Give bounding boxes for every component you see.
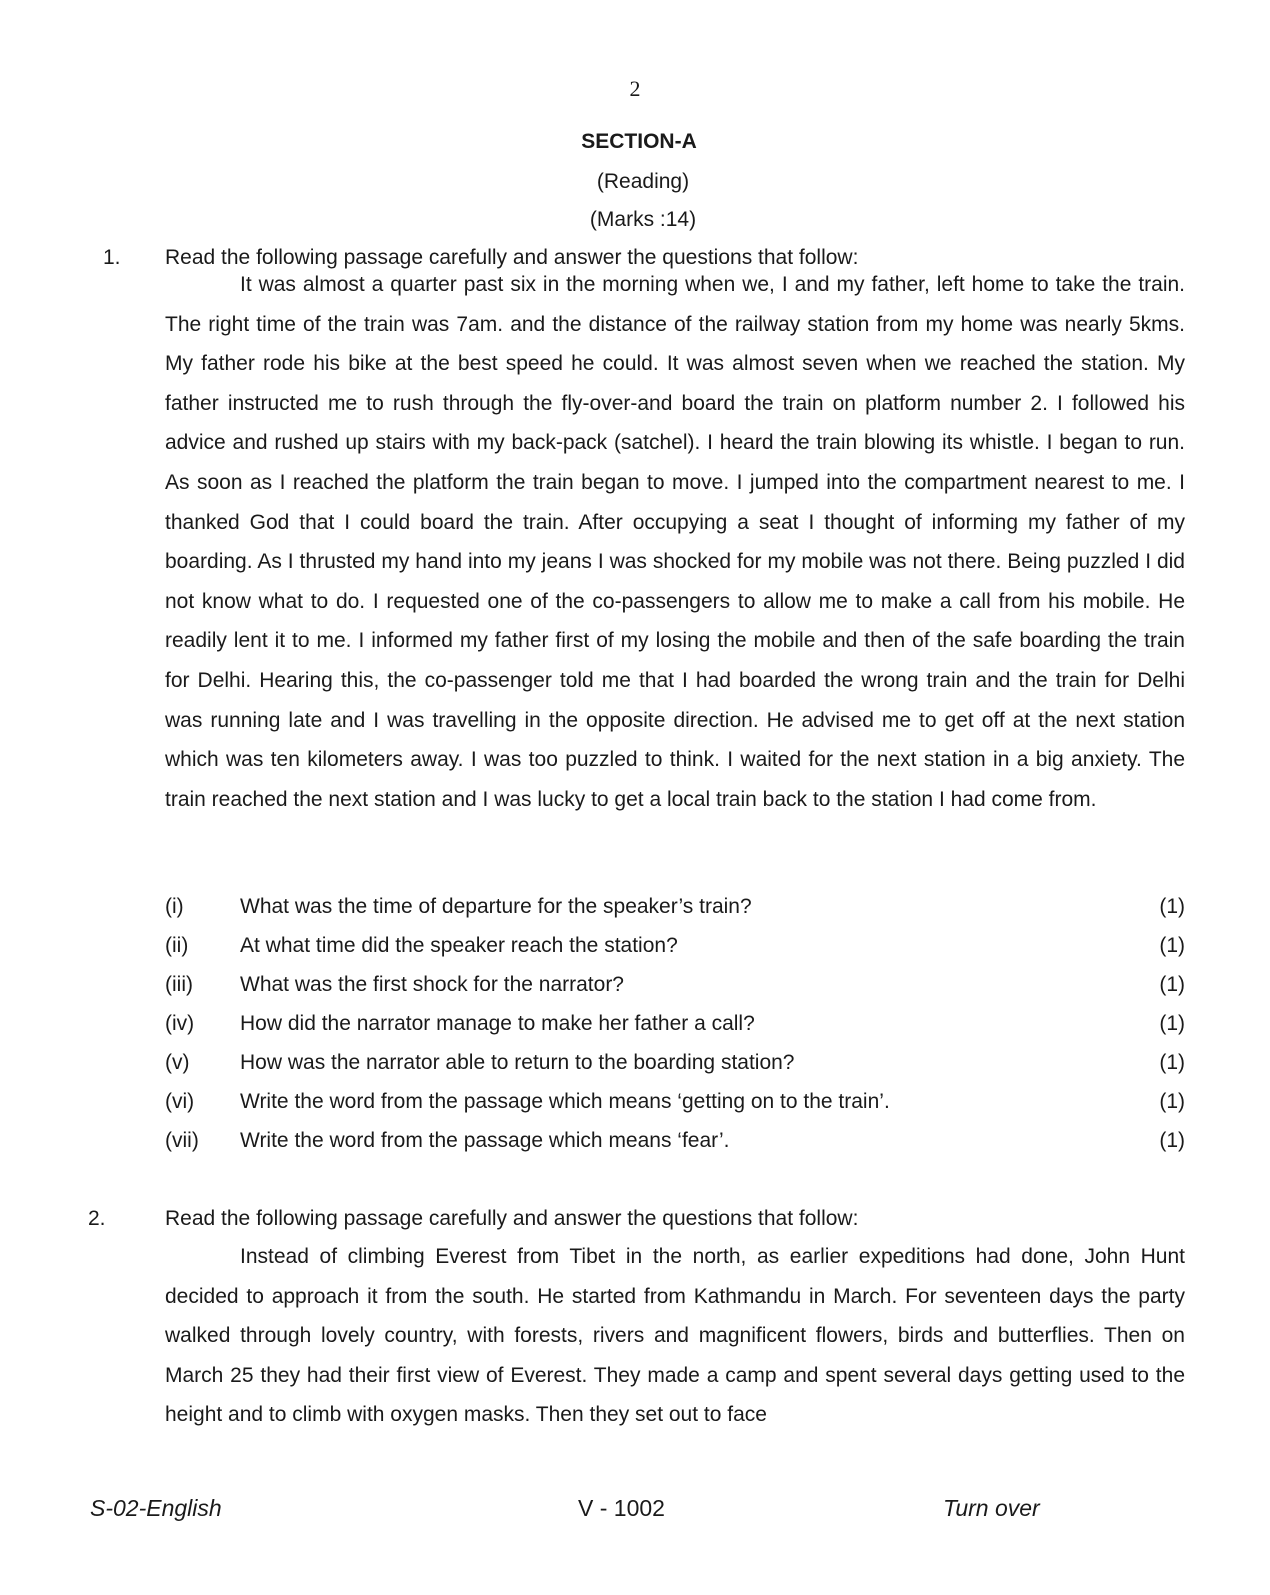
question-2-intro: Read the following passage carefully and answer the questions that follow: — [165, 1207, 859, 1230]
subquestion-row — [165, 1051, 1185, 1081]
footer-subject-code: S-02-English — [90, 1495, 222, 1521]
subquestion-row — [165, 1129, 1185, 1159]
subquestion-number: (iii) — [165, 973, 193, 996]
subquestion-marks: (1) — [1159, 973, 1185, 996]
subquestion-marks: (1) — [1159, 1051, 1185, 1074]
subquestion-number: (iv) — [165, 1012, 195, 1035]
footer-paper-code: V - 1002 — [578, 1495, 665, 1521]
page-number: 2 — [629, 76, 641, 101]
section-subtitle: (Reading) — [596, 170, 690, 193]
subquestion-row — [165, 1012, 1185, 1042]
question-2-passage-text: Instead of climbing Everest from Tibet in the north, as earlier expeditions had done, John Hunt decided to approach it from the south. He started from Kathmandu in March. For seventeen days the party walked through lovely country, with forests, rivers and magnificent flowers, birds and butterflies. Then on March 25 they had their first view of Everest. They made a camp and spent several days getting used to the height and to climb with oxygen masks. Then they set out to face — [165, 1245, 1185, 1427]
question-2-passage — [165, 1237, 1185, 1435]
section-title: SECTION-A — [581, 130, 697, 153]
subquestion-marks: (1) — [1159, 895, 1185, 918]
subquestion-text: What was the first shock for the narrator? — [240, 973, 624, 996]
question-2-number: 2. — [88, 1207, 106, 1230]
footer-turn-over: Turn over — [943, 1495, 1040, 1521]
subquestion-number: (vi) — [165, 1090, 195, 1113]
subquestion-number: (i) — [165, 895, 184, 918]
subquestion-row — [165, 973, 1185, 1003]
subquestion-marks: (1) — [1159, 934, 1185, 957]
subquestion-text: Write the word from the passage which means ‘getting on to the train’. — [240, 1090, 890, 1113]
subquestion-number: (v) — [165, 1051, 190, 1074]
subquestion-row — [165, 934, 1185, 964]
subquestion-text: At what time did the speaker reach the station? — [240, 934, 678, 957]
subquestion-text: Write the word from the passage which means ‘fear’. — [240, 1129, 730, 1152]
question-1-number: 1. — [103, 246, 121, 269]
subquestion-marks: (1) — [1159, 1090, 1185, 1113]
subquestion-number: (ii) — [165, 934, 189, 957]
question-1-passage — [165, 265, 1185, 819]
section-marks: (Marks :14) — [589, 208, 697, 231]
subquestion-number: (vii) — [165, 1129, 199, 1152]
subquestion-row — [165, 895, 1185, 925]
question-1-passage-text: It was almost a quarter past six in the morning when we, I and my father, left home to take the train. The right time of the train was 7am. and the distance of the railway station from my home was nearly 5kms. My father rode his bike at the best speed he could. It was almost seven when we reached the station. My father instructed me to rush through the fly-over-and board the train on platform number 2. I followed his advice and rushed up stairs with my back-pack (satchel). I heard the train blowing its whistle. I began to run. As soon as I reached the platform the train began to move. I jumped into the compartment nearest to me. I thanked God that I could board the train. After occupying a seat I thought of informing my father of my boarding. As I thrusted my hand into my jeans I was shocked for my mobile was not there. Being puzzled I did not know what to do. I requested one of the co-passengers to allow me to make a call from his mobile. He readily lent it to me. I informed my father first of my losing the mobile and then of the safe boarding the train for Delhi. Hearing this, the co-passenger told me that I had boarded the wrong train and the train for Delhi was running late and I was travelling in the opposite direction. He advised me to get off at the next station which was ten kilometers away. I was too puzzled to think. I waited for the next station in a big anxiety. The train reached the next station and I was lucky to get a local train back to the station I had come from. — [165, 273, 1185, 811]
subquestion-row — [165, 1090, 1185, 1120]
question-1-intro: Read the following passage carefully and answer the questions that follow: — [165, 246, 859, 269]
subquestion-text: What was the time of departure for the speaker’s train? — [240, 895, 752, 918]
subquestion-text: How was the narrator able to return to the boarding station? — [240, 1051, 795, 1074]
subquestion-text: How did the narrator manage to make her father a call? — [240, 1012, 755, 1035]
subquestion-marks: (1) — [1159, 1129, 1185, 1152]
subquestion-marks: (1) — [1159, 1012, 1185, 1035]
